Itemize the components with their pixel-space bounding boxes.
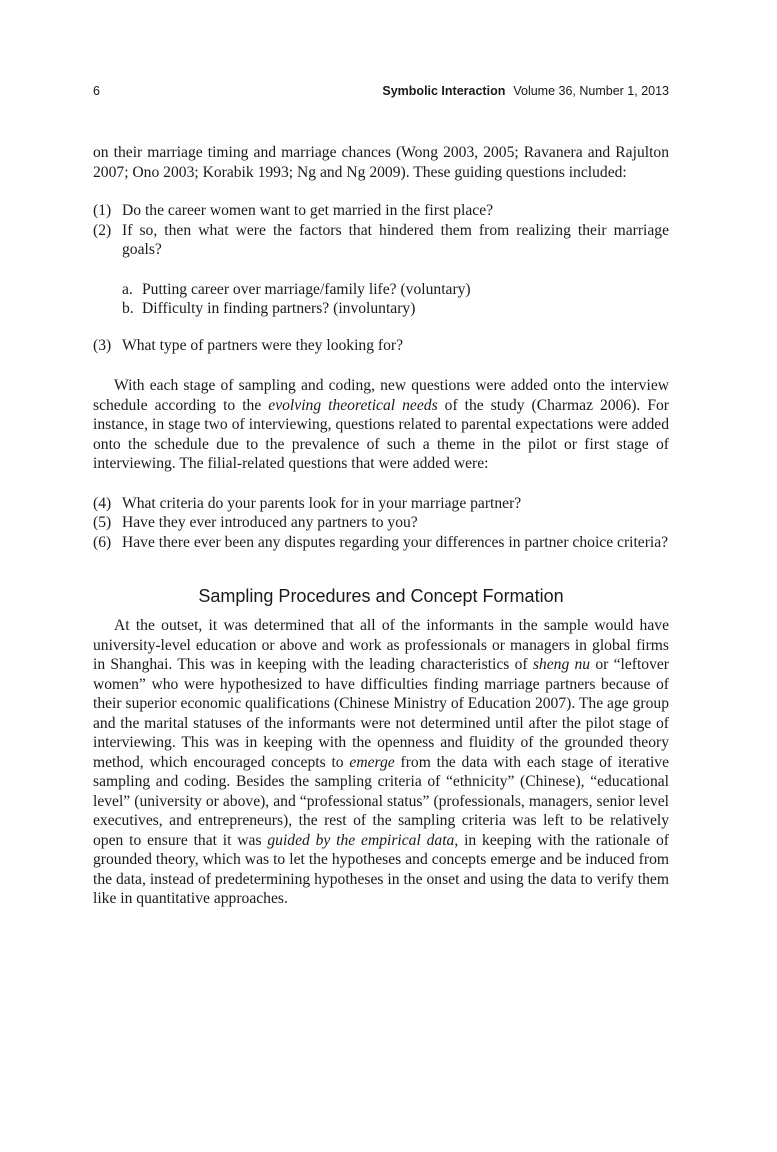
list-item — [93, 336, 669, 356]
list-item — [93, 221, 669, 260]
emphasis: sheng nu — [532, 656, 591, 673]
item-text: Have they ever introduced any partners to you? — [122, 514, 418, 531]
text-run: , in keeping with the rationale of grounded theory, which was to let the hypotheses and concepts emerge and be induced from the data, instead of predetermining hypotheses in the onset and using the data to verify them like in quantitative approaches. — [93, 831, 669, 907]
volume-info: Volume 36, Number 1, 2013 — [513, 84, 669, 98]
item-text: If so, then what were the factors that hindered them from realizing their marriage goals? — [122, 221, 669, 258]
text-run: With each stage of sampling and coding, new questions were added onto the interview schedule according to the — [93, 377, 669, 414]
item-text: What type of partners were they looking for? — [122, 336, 404, 354]
item-letter: b. — [122, 300, 134, 317]
text-run: or “leftover women” who were hypothesized to have difficulties finding marriage partners because of their superior economic qualifications (Chinese Ministry of Education 2007). The age group and the marital statuses of the informants were not determined until after the pilot stage of interviewing. This was in keeping with the openness and fluidity of the grounded theory method, which encouraged concepts to — [93, 656, 669, 771]
text-run: At the outset, it was determined that all of the informants in the sample would have university-level education or above and work as professionals or managers in global firms in Shanghai. This was in keeping with the leading characteristics of — [93, 617, 669, 673]
page-body — [93, 143, 669, 909]
list-item — [122, 299, 669, 319]
guiding-questions-list — [93, 201, 669, 260]
filial-questions-list — [93, 494, 669, 553]
item-text: Putting career over marriage/family life? (voluntary) — [142, 280, 471, 298]
item-text: Difficulty in finding partners? (involuntary) — [142, 300, 416, 317]
section-heading: Sampling Procedures and Concept Formation — [198, 586, 564, 606]
journal-title: Symbolic Interaction — [382, 84, 506, 98]
item-text: What criteria do your parents look for in your marriage partner? — [122, 494, 522, 512]
item-number: (3) — [93, 336, 112, 354]
emphasis: evolving theoretical needs — [268, 396, 438, 414]
sub-questions-list — [93, 280, 669, 319]
list-item — [93, 513, 669, 533]
text-run: from the data with each stage of iterative sampling and coding. Besides the sampling criteria of “ethnicity” (Chinese), “educational level” (university or above), and “professional status” (professionals, managers, senior level executives, and entrepreneurs), the rest of the sampling criteria was left to be relatively open to ensure that it was — [93, 753, 669, 849]
sampling-paragraph — [93, 616, 669, 909]
text-run: of the study (Charmaz 2006). For instance, in stage two of interviewing, questions related to parental expectations were added onto the schedule due to the prevalence of such a theme in the pilot or first stage of interviewing. The filial-related questions that were added were: — [93, 396, 669, 472]
running-header — [93, 84, 669, 102]
page-number: 6 — [93, 84, 100, 98]
list-item — [122, 280, 669, 300]
item-text: Have there ever been any disputes regarding your differences in partner choice criteria? — [122, 533, 669, 551]
item-number: (4) — [93, 494, 112, 512]
item-text: Do the career women want to get married in the first place? — [122, 202, 494, 219]
item-letter: a. — [122, 280, 133, 298]
intro-paragraph: on their marriage timing and marriage chances (Wong 2003, 2005; Ravanera and Rajulton 2007; Ono 2003; Korabik 1993; Ng and Ng 2009). These guiding questions included: — [93, 144, 669, 181]
item-number: (5) — [93, 514, 112, 531]
emphasis: guided by the empirical data — [267, 831, 455, 849]
emphasis: emerge — [349, 753, 395, 771]
list-item — [93, 533, 669, 553]
list-item — [93, 201, 669, 221]
list-item — [93, 494, 669, 514]
item-number: (1) — [93, 202, 112, 219]
item-number: (2) — [93, 221, 112, 239]
item-number: (6) — [93, 533, 112, 551]
journal-info — [382, 84, 669, 98]
stages-paragraph — [93, 376, 669, 474]
question-3-list — [93, 336, 669, 356]
